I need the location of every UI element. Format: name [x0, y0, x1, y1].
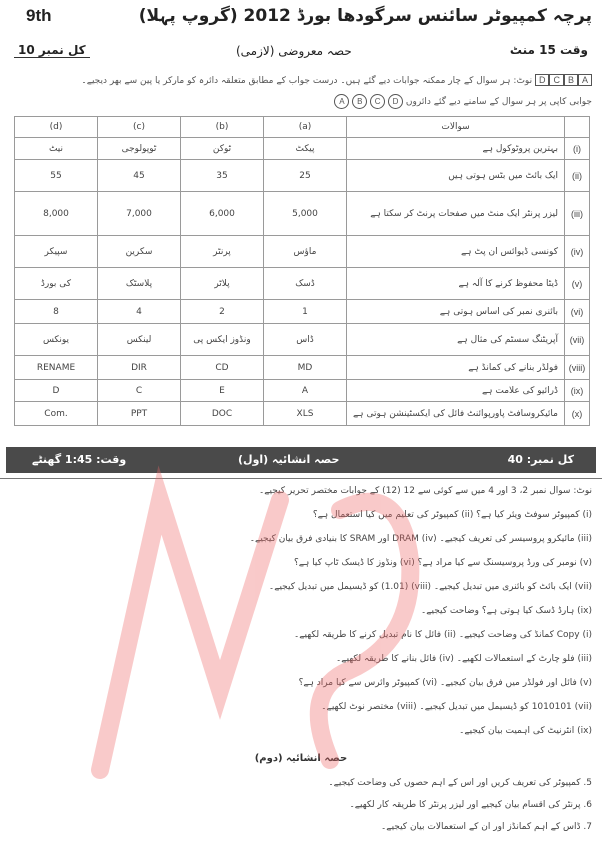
bar-section: حصہ انشائیہ (اول)	[238, 453, 340, 466]
option-a: 5,000	[264, 192, 347, 236]
option-a: XLS	[264, 402, 347, 426]
answer-letter-boxes	[535, 74, 592, 86]
answer-circles	[334, 94, 403, 109]
section-label: حصہ معروضی (لازمی)	[236, 44, 352, 58]
mcq-row	[15, 324, 590, 356]
option-d: RENAME	[15, 356, 98, 380]
short-question-line: (iii) فلو چارٹ کے استعمالات لکھیے۔ (iv) فائل بنانے کا طریقہ لکھیے۔	[336, 654, 592, 664]
question-text: ڈرائیو کی علامت ہے	[347, 380, 565, 402]
question-text: ایک بائٹ میں بٹس ہوتی ہیں	[347, 160, 565, 192]
question-number: (vi)	[565, 300, 590, 324]
header-c: (c)	[98, 117, 181, 138]
short-question-line: (i) کمپیوٹر سوفٹ ویئر کیا ہے؟ (ii) کمپیوٹر کی تعلیم میں کیا استعمال ہے؟	[312, 510, 592, 520]
option-c: لینکس	[98, 324, 181, 356]
question-text: ڈیٹا محفوظ کرنے کا آلہ ہے	[347, 268, 565, 300]
instruction-text-1: نوٹ: ہر سوال کے چار ممکنہ جوابات دیے گئے ہیں۔ درست جواب کے مطابق متعلقہ دائرہ کو مارکر یا پین سے بھر دیجیے۔	[81, 76, 533, 86]
short-question-line: (i) Copy کمانڈ کی وضاحت کیجیے۔ (ii) فائل کا نام تبدیل کرنے کا طریقہ لکھیے۔	[293, 630, 592, 640]
letter-box: A	[578, 74, 592, 86]
instruction-text-2: جوابی کاپی پر ہر سوال کے سامنے دیے گئے دائروں	[405, 97, 592, 107]
option-c: پلاسٹک	[98, 268, 181, 300]
option-a: MD	[264, 356, 347, 380]
option-a: 25	[264, 160, 347, 192]
question-text: آپریٹنگ سسٹم کی مثال ہے	[347, 324, 565, 356]
mcq-row	[15, 356, 590, 380]
option-c: PPT	[98, 402, 181, 426]
option-c: 4	[98, 300, 181, 324]
option-c: 45	[98, 160, 181, 192]
option-a: A	[264, 380, 347, 402]
option-a: 1	[264, 300, 347, 324]
short-question-line: (ix) انٹرنیٹ کی اہمیت بیان کیجیے۔	[459, 726, 592, 736]
mcq-row	[15, 402, 590, 426]
option-b: 35	[181, 160, 264, 192]
option-a: پیکٹ	[264, 138, 347, 160]
section-bar	[6, 447, 596, 473]
short-question-line: (ix) ہارڈ ڈسک کیا ہوتی ہے؟ وضاحت کیجیے۔	[420, 606, 592, 616]
info-row	[6, 42, 596, 64]
long-question-line: 5. کمپیوٹر کی تعریف کریں اور اس کے اہم حصوں کی وضاحت کیجیے۔	[328, 778, 592, 788]
header-a: (a)	[264, 117, 347, 138]
option-d: D	[15, 380, 98, 402]
paper-title: پرچہ کمپیوٹر سائنس سرگودھا بورڈ 2012 (گروپ پہلا)	[138, 6, 592, 26]
short-question-line: (vii) 1010101 کو ڈیسیمل میں تبدیل کیجیے۔ (viii) مختصر نوٹ لکھیے۔	[321, 702, 592, 712]
mcq-row	[15, 300, 590, 324]
option-b: ونڈوز ایکس پی	[181, 324, 264, 356]
mcq-table	[14, 116, 590, 426]
question-number: (ix)	[565, 380, 590, 402]
option-d: کی بورڈ	[15, 268, 98, 300]
option-b: 6,000	[181, 192, 264, 236]
option-b: DOC	[181, 402, 264, 426]
short-question-line: (iii) مائیکرو پروسیسر کی تعریف کیجیے۔ (iv) DRAM اور SRAM کا بنیادی فرق بیان کیجیے۔	[249, 534, 592, 544]
letter-box: B	[564, 74, 578, 86]
page-separator	[0, 478, 602, 479]
bar-time: وقت: 1:45 گھنٹے	[32, 453, 127, 466]
option-d: نیٹ	[15, 138, 98, 160]
mcq-header-row	[15, 117, 590, 138]
option-a: ماؤس	[264, 236, 347, 268]
header-question: سوالات	[347, 117, 565, 138]
option-d: 8	[15, 300, 98, 324]
mcq-row	[15, 138, 590, 160]
question-number: (v)	[565, 268, 590, 300]
question-text: بہترین پروٹوکول ہے	[347, 138, 565, 160]
section-2-title: حصہ انشائیہ (دوم)	[254, 753, 348, 764]
option-d: 55	[15, 160, 98, 192]
option-d: Com.	[15, 402, 98, 426]
option-b: 2	[181, 300, 264, 324]
option-d: یونکس	[15, 324, 98, 356]
option-c: 7,000	[98, 192, 181, 236]
option-b: ٹوکن	[181, 138, 264, 160]
instruction-line-1	[12, 74, 592, 86]
instruction-line-2	[12, 94, 592, 109]
option-c: C	[98, 380, 181, 402]
option-c: ٹوپولوجی	[98, 138, 181, 160]
option-b: CD	[181, 356, 264, 380]
option-d: 8,000	[15, 192, 98, 236]
question-text: کونسی ڈیوائس ان پٹ ہے	[347, 236, 565, 268]
mcq-body	[15, 138, 590, 426]
letter-box: C	[549, 74, 564, 86]
question-number: (viii)	[565, 356, 590, 380]
option-b: پلاٹر	[181, 268, 264, 300]
question-text: فولڈر بنانے کی کمانڈ ہے	[347, 356, 565, 380]
total-marks-label: کل نمبر 10	[14, 43, 90, 58]
question-number: (i)	[565, 138, 590, 160]
answer-circle: D	[388, 94, 403, 109]
option-c: سکرین	[98, 236, 181, 268]
option-b: پرنٹر	[181, 236, 264, 268]
option-a: ڈاس	[264, 324, 347, 356]
header-b: (b)	[181, 117, 264, 138]
question-number: (iv)	[565, 236, 590, 268]
question-number: (ii)	[565, 160, 590, 192]
mcq-row	[15, 236, 590, 268]
mcq-row	[15, 160, 590, 192]
mcq-row	[15, 192, 590, 236]
letter-box: D	[535, 74, 550, 86]
short-question-line: (vii) ایک بائٹ کو بائنری میں تبدیل کیجیے۔ (viii) (1.01) کو ڈیسیمل میں تبدیل کیجیے۔	[268, 582, 592, 592]
option-a: ڈسک	[264, 268, 347, 300]
mcq-row	[15, 380, 590, 402]
question-text: لیزر پرنٹر ایک منٹ میں صفحات پرنٹ کر سکتا ہے	[347, 192, 565, 236]
long-question-line: 6. پرنٹر کی اقسام بیان کیجیے اور لیزر پرنٹر کا طریقہ کار لکھیے۔	[349, 800, 592, 810]
short-question-line: (v) فائل اور فولڈر میں فرق بیان کیجیے۔ (vi) کمپیوٹر وائرس سے کیا مراد ہے؟	[298, 678, 592, 688]
question-text: بائنری نمبر کی اساس ہوتی ہے	[347, 300, 565, 324]
question-number: (vii)	[565, 324, 590, 356]
option-d: سپیکر	[15, 236, 98, 268]
time-label: وقت 15 منٹ	[509, 43, 588, 57]
header-d: (d)	[15, 117, 98, 138]
question-text: مائیکروسافٹ پاورپوائنٹ فائل کی ایکسٹینشن ہوتی ہے	[347, 402, 565, 426]
grade-label: 9th	[26, 6, 52, 25]
paper-title-bar	[6, 4, 596, 28]
option-c: DIR	[98, 356, 181, 380]
answer-circle: A	[334, 94, 349, 109]
option-b: E	[181, 380, 264, 402]
mcq-row	[15, 268, 590, 300]
header-number	[565, 117, 590, 138]
short-question-line: (v) نومبر کی ورڈ پروسیسنگ سے کیا مراد ہے؟ (vi) ونڈوز کا ڈیسک ٹاپ کیا ہے؟	[294, 558, 592, 568]
answer-circle: C	[370, 94, 385, 109]
question-number: (iii)	[565, 192, 590, 236]
question-number: (x)	[565, 402, 590, 426]
bar-marks: کل نمبر: 40	[507, 453, 574, 466]
long-question-line: 7. ڈاس کے اہم کمانڈز اور ان کے استعمالات بیان کیجیے۔	[381, 822, 592, 832]
answer-circle: B	[352, 94, 367, 109]
short-question-line: نوٹ: سوال نمبر 2، 3 اور 4 میں سے کوئی سے 12 (12) کے جوابات مختصر تحریر کیجیے۔	[258, 486, 592, 496]
